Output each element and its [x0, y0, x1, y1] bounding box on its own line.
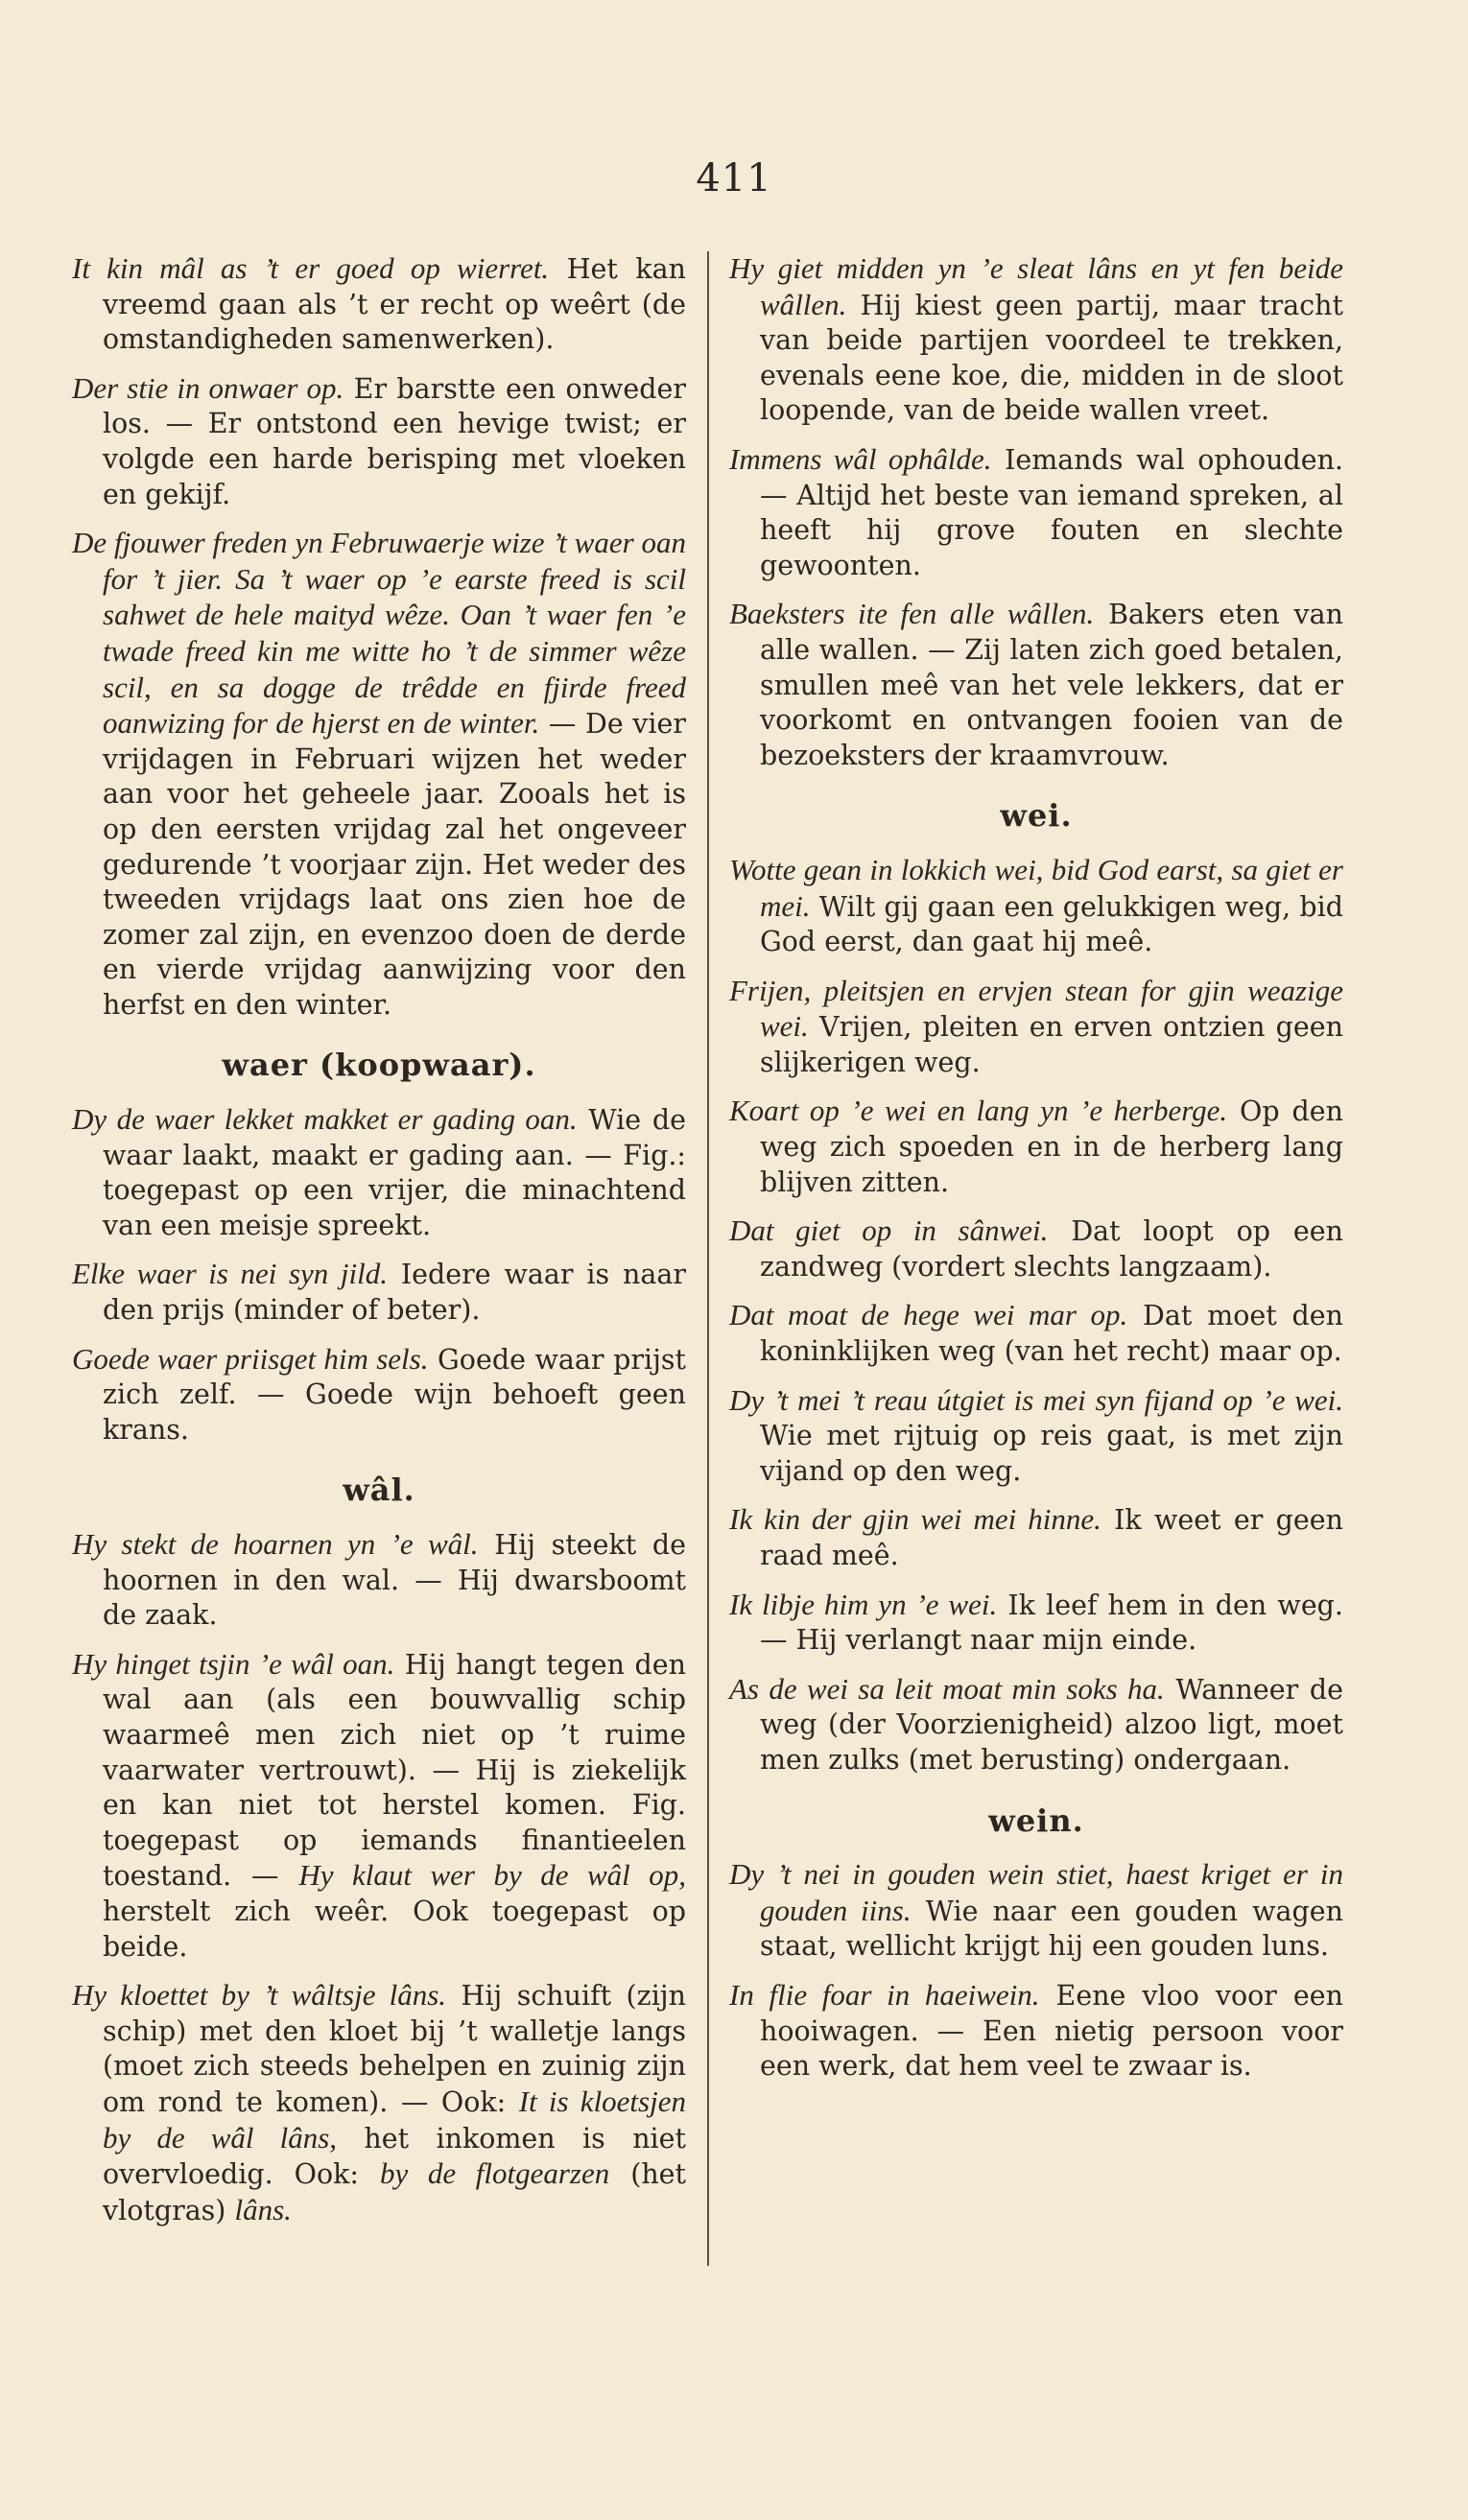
frisian-phrase: It is kloetsjen by de wâl lâns,	[103, 2084, 686, 2155]
dutch-explanation: Wanneer de weg (der Voorzienigheid) alzoo ligt, moet men zulks (met berusting) ondergaan.	[760, 1673, 1343, 1776]
frisian-phrase: Elke waer is nei syn jild.	[72, 1257, 388, 1291]
dutch-explanation: Hij kiest geen partij, maar tracht van beide partijen voordeel te trekken, evenals eene koe, die, midden in de sloot loopende, van de beide wallen vreet.	[760, 289, 1343, 427]
frisian-phrase: Dy ’t mei ’t reau útgiet is mei syn fijand op ’e wei.	[729, 1382, 1343, 1417]
frisian-phrase: Baeksters ite fen alle wâllen.	[729, 597, 1095, 631]
dictionary-entry	[729, 1978, 1343, 2084]
frisian-phrase: De fjouwer freden yn Februwaerje wize ’t waer oan for ’t jier. Sa ’t waer op ’e earste freed is scil sahwet de hele maityd wêze. Oan ’t waer fen ’e twade freed kin me witte ho ’t de simmer wêze scil, en sa dogge de trêdde en fjirde freed oanwizing for de hjerst en de winter.	[72, 526, 686, 741]
dutch-explanation: Op den weg zich spoeden en in de herberg lang blijven zitten.	[760, 1095, 1343, 1198]
frisian-phrase: Ik kin der gjin wei mei hinne.	[729, 1502, 1101, 1537]
dictionary-entry	[729, 1672, 1343, 1778]
dutch-explanation: Eene vloo voor een hooiwagen. — Een nietig persoon voor een werk, dat hem veel te zwaar is.	[760, 1979, 1343, 2083]
dictionary-entry	[729, 853, 1343, 960]
dictionary-entry	[729, 1588, 1343, 1659]
frisian-phrase: by de flotgearzen	[379, 2156, 610, 2191]
dutch-explanation: Hij schuift (zijn schip) met den kloet bij ’t walletje langs (moet zich steeds behelpen en zuinig zijn om rond te komen). — Ook:	[103, 1980, 686, 2118]
dutch-explanation: Ik leef hem in den weg. — Hij verlangt naar mijn einde.	[760, 1589, 1343, 1657]
right-column	[729, 251, 1343, 2098]
dictionary-entry	[72, 526, 686, 1023]
dutch-explanation: Ik weet er geen raad meê.	[760, 1504, 1343, 1571]
frisian-phrase: Hy hinget tsjin ’e wâl oan.	[72, 1646, 395, 1681]
frisian-phrase: Der stie in onwaer op.	[72, 370, 344, 405]
frisian-phrase: As de wei sa leit moat min soks ha.	[729, 1671, 1165, 1706]
frisian-phrase: Koart op ’e wei en lang yn ’e herberge.	[729, 1094, 1228, 1128]
dictionary-entry	[729, 1502, 1343, 1573]
headword: waer (koopwaar).	[222, 1047, 536, 1084]
dictionary-entry	[729, 1298, 1343, 1369]
frisian-phrase: Frijen, pleitsjen en ervjen stean for gjin weazige wei.	[729, 973, 1343, 1044]
dictionary-entry	[72, 1527, 686, 1634]
headword: wein.	[988, 1802, 1084, 1839]
dutch-explanation: herstelt zich weêr. Ook toegepast op beide.	[103, 1895, 686, 1963]
dictionary-entry	[729, 251, 1343, 429]
frisian-phrase: Immens wâl ophâlde.	[729, 441, 992, 476]
dutch-explanation: Dat moet den koninklijken weg (van het recht) maar op.	[760, 1300, 1343, 1368]
dictionary-entry	[72, 1647, 686, 1965]
frisian-phrase: Hy giet midden yn ’e sleat lâns en yt fen beide wâllen.	[729, 251, 1343, 321]
frisian-phrase: Dy de waer lekket makket er gading oan.	[72, 1102, 578, 1137]
dutch-explanation: Vrijen, pleiten en erven ontzien geen slijkerigen weg.	[760, 1011, 1343, 1078]
dutch-explanation: het inkomen is niet overvloedig. Ook:	[103, 2122, 686, 2191]
dutch-explanation: Iemands wal ophouden. — Altijd het beste van iemand spreken, al heeft hij grove fouten en slechte gewoonten.	[760, 443, 1343, 581]
dictionary-entry	[72, 1257, 686, 1328]
dutch-explanation: Wie de waar laakt, maakt er gading aan. — Fig.: toegepast op een vrijer, die minachtend van een meisje spreekt.	[103, 1104, 686, 1241]
dictionary-entry	[729, 442, 1343, 583]
dictionary-entry	[72, 371, 686, 512]
dictionary-entry	[72, 251, 686, 358]
frisian-phrase: Hy kloettet by ’t wâltsje lâns.	[72, 1978, 447, 2013]
dictionary-entry	[729, 1094, 1343, 1200]
dictionary-entry	[72, 1102, 686, 1243]
dictionary-entry	[729, 1857, 1343, 1965]
dictionary-entry	[729, 597, 1343, 773]
frisian-phrase: It kin mâl as ’t er goed op wierret.	[72, 251, 550, 285]
dutch-explanation: Het kan vreemd gaan als ’t er recht op weêrt (de omstandigheden samenwerken).	[103, 253, 686, 356]
headword: wei.	[1000, 797, 1073, 835]
dutch-explanation: Er barstte een onweder los. — Er ontstond een hevige twist; er volgde een harde berisping met vloeken en gekijf.	[103, 372, 686, 510]
dutch-explanation: — De vier vrijdagen in Februari wijzen het weder aan voor het geheele jaar. Zooals het is op den eersten vrijdag zal het ongeveer gedurende ’t voorjaar zijn. Het weder des tweeden vrijdags laat ons zien hoe de zomer zal zijn, en evenzoo doen de derde en vierde vrijdag aanwijzing voor den herfst en den winter.	[103, 708, 687, 1021]
frisian-phrase: lâns.	[234, 2192, 292, 2226]
frisian-phrase: Dat moat de hege wei mar op.	[729, 1298, 1128, 1332]
dutch-explanation: Wie met rijtuig op reis gaat, is met zijn vijand op den weg.	[760, 1420, 1343, 1487]
dictionary-entry	[729, 1383, 1343, 1490]
frisian-phrase: Dy ’t nei in gouden wein stiet, haest kriget er in gouden iins.	[729, 1857, 1343, 1927]
frisian-phrase: Dat giet op in sânwei.	[729, 1213, 1049, 1248]
dutch-explanation: Bakers eten van alle wallen. — Zij laten zich goed betalen, smullen meê van het vele lekkers, dat er voorkomt en ontvangen fooien van de bezoeksters der kraamvrouw.	[760, 599, 1343, 771]
dutch-explanation: Dat loopt op een zandweg (vordert slechts langzaam).	[760, 1215, 1343, 1283]
headword: wâl.	[343, 1472, 415, 1509]
dutch-explanation: Hij hangt tegen den wal aan (als een bouwvallig schip waarmeê men zich niet op ’t ruime vaarwater vertrouwt). — Hij is ziekelijk en kan niet tot herstel komen. Fig. toegepast op iemands finantieelen toestand. —	[103, 1648, 687, 1893]
dutch-explanation: Goede waar prijst zich zelf. — Goede wijn behoeft geen krans.	[103, 1343, 686, 1446]
dictionary-entry	[729, 974, 1343, 1081]
dutch-explanation: Iedere waar is naar den prijs (minder of beter).	[103, 1259, 687, 1327]
dutch-explanation: Wilt gij gaan een gelukkigen weg, bid God eerst, dan gaat hij meê.	[760, 890, 1343, 958]
dictionary-entry	[72, 1978, 686, 2228]
dictionary-entry	[729, 1213, 1343, 1284]
column-divider	[707, 251, 709, 2266]
dutch-explanation: (het vlotgras)	[103, 2158, 686, 2226]
dutch-explanation: Hij steekt de hoornen in den wal. — Hij dwarsboomt de zaak.	[103, 1529, 686, 1632]
frisian-phrase: Ik libje him yn ’e wei.	[729, 1587, 998, 1621]
dutch-explanation: Wie naar een gouden wagen staat, wellicht krijgt hij een gouden luns.	[760, 1895, 1343, 1963]
dictionary-entry	[72, 1342, 686, 1448]
frisian-phrase: Wotte gean in lokkich wei, bid God earst, sa giet er mei.	[729, 852, 1343, 923]
page-number: 411	[696, 156, 772, 200]
frisian-phrase: In flie foar in haeiwein.	[729, 1977, 1040, 2012]
frisian-phrase: Goede waer priisget him sels.	[72, 1341, 429, 1376]
left-column	[72, 251, 686, 2242]
frisian-phrase: Hy klaut wer by de wâl op,	[298, 1858, 686, 1893]
frisian-phrase: Hy stekt de hoarnen yn ’e wâl.	[72, 1527, 479, 1561]
